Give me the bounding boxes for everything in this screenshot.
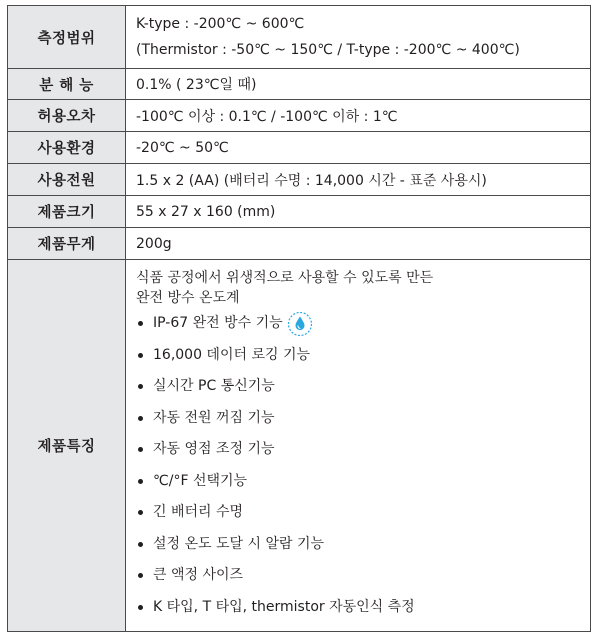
feature-item <box>136 308 590 340</box>
feature-item <box>136 592 590 624</box>
feature-text: K 타입, T 타입, thermistor 자동인식 측정 <box>153 598 415 615</box>
bullet-icon <box>138 447 143 452</box>
water-drop-icon <box>287 311 313 337</box>
bullet-icon <box>138 416 143 421</box>
spec-value: 55 x 27 x 160 (mm) <box>126 196 591 228</box>
bullet-icon <box>138 353 143 358</box>
spec-label: 분 해 능 <box>8 69 126 100</box>
spec-row-tolerance <box>8 100 591 132</box>
spec-value-line: K-type : -200℃ ~ 600℃ <box>136 16 305 32</box>
feature-item <box>136 529 590 561</box>
spec-value-line: (Thermistor : -50℃ ~ 150℃ / T-type : -200℃ ~ 400℃) <box>136 42 520 58</box>
feature-item <box>136 497 590 529</box>
bullet-icon <box>138 384 143 389</box>
feature-text: 긴 배터리 수명 <box>153 504 244 520</box>
feature-item <box>136 403 590 435</box>
features-intro-line: 완전 방수 온도계 <box>136 290 240 306</box>
spec-value: -20℃ ~ 50℃ <box>126 132 591 164</box>
feature-item <box>136 466 590 498</box>
spec-value: -100℃ 이상 : 0.1℃ / -100℃ 이하 : 1℃ <box>126 100 591 132</box>
features-cell <box>126 260 591 632</box>
feature-list <box>136 308 590 623</box>
spec-row-range <box>8 6 591 69</box>
bullet-icon <box>138 605 143 610</box>
feature-item <box>136 340 590 372</box>
features-intro-line: 식품 공정에서 위생적으로 사용할 수 있도록 만든 <box>136 270 434 286</box>
spec-label: 제품특징 <box>8 260 126 632</box>
spec-row-features <box>8 260 591 632</box>
bullet-icon <box>138 573 143 578</box>
spec-value: 200g <box>126 228 591 260</box>
bullet-icon <box>138 542 143 547</box>
spec-label: 측정범위 <box>8 6 126 69</box>
feature-text: 자동 전원 꺼짐 기능 <box>153 409 275 426</box>
spec-value <box>126 6 591 69</box>
spec-row-power <box>8 164 591 196</box>
feature-item <box>136 434 590 466</box>
spec-row-weight <box>8 228 591 260</box>
feature-text: 실시간 PC 통신기능 <box>153 378 275 394</box>
bullet-icon <box>138 479 143 484</box>
spec-row-resolution <box>8 69 591 100</box>
bullet-icon <box>138 321 143 326</box>
feature-text: 자동 영점 조정 기능 <box>153 441 275 457</box>
feature-text: IP-67 완전 방수 기능 <box>153 315 283 331</box>
feature-text: 큰 액정 사이즈 <box>153 567 244 583</box>
bullet-icon <box>138 510 143 515</box>
spec-table <box>7 5 591 632</box>
feature-text: 16,000 데이터 로깅 기능 <box>153 346 311 363</box>
spec-value: 1.5 x 2 (AA) (배터리 수명 : 14,000 시간 - 표준 사용시) <box>126 164 591 196</box>
spec-row-environment <box>8 132 591 164</box>
feature-item <box>136 371 590 403</box>
spec-label: 제품무게 <box>8 228 126 260</box>
feature-item <box>136 560 590 592</box>
feature-text: ℃/°F 선택기능 <box>153 472 248 489</box>
spec-row-size <box>8 196 591 228</box>
feature-text: 설정 온도 도달 시 알람 기능 <box>153 535 325 552</box>
spec-label: 제품크기 <box>8 196 126 228</box>
spec-label: 사용환경 <box>8 132 126 164</box>
spec-label: 허용오차 <box>8 100 126 132</box>
spec-value: 0.1% ( 23℃일 때) <box>126 69 591 100</box>
spec-label: 사용전원 <box>8 164 126 196</box>
